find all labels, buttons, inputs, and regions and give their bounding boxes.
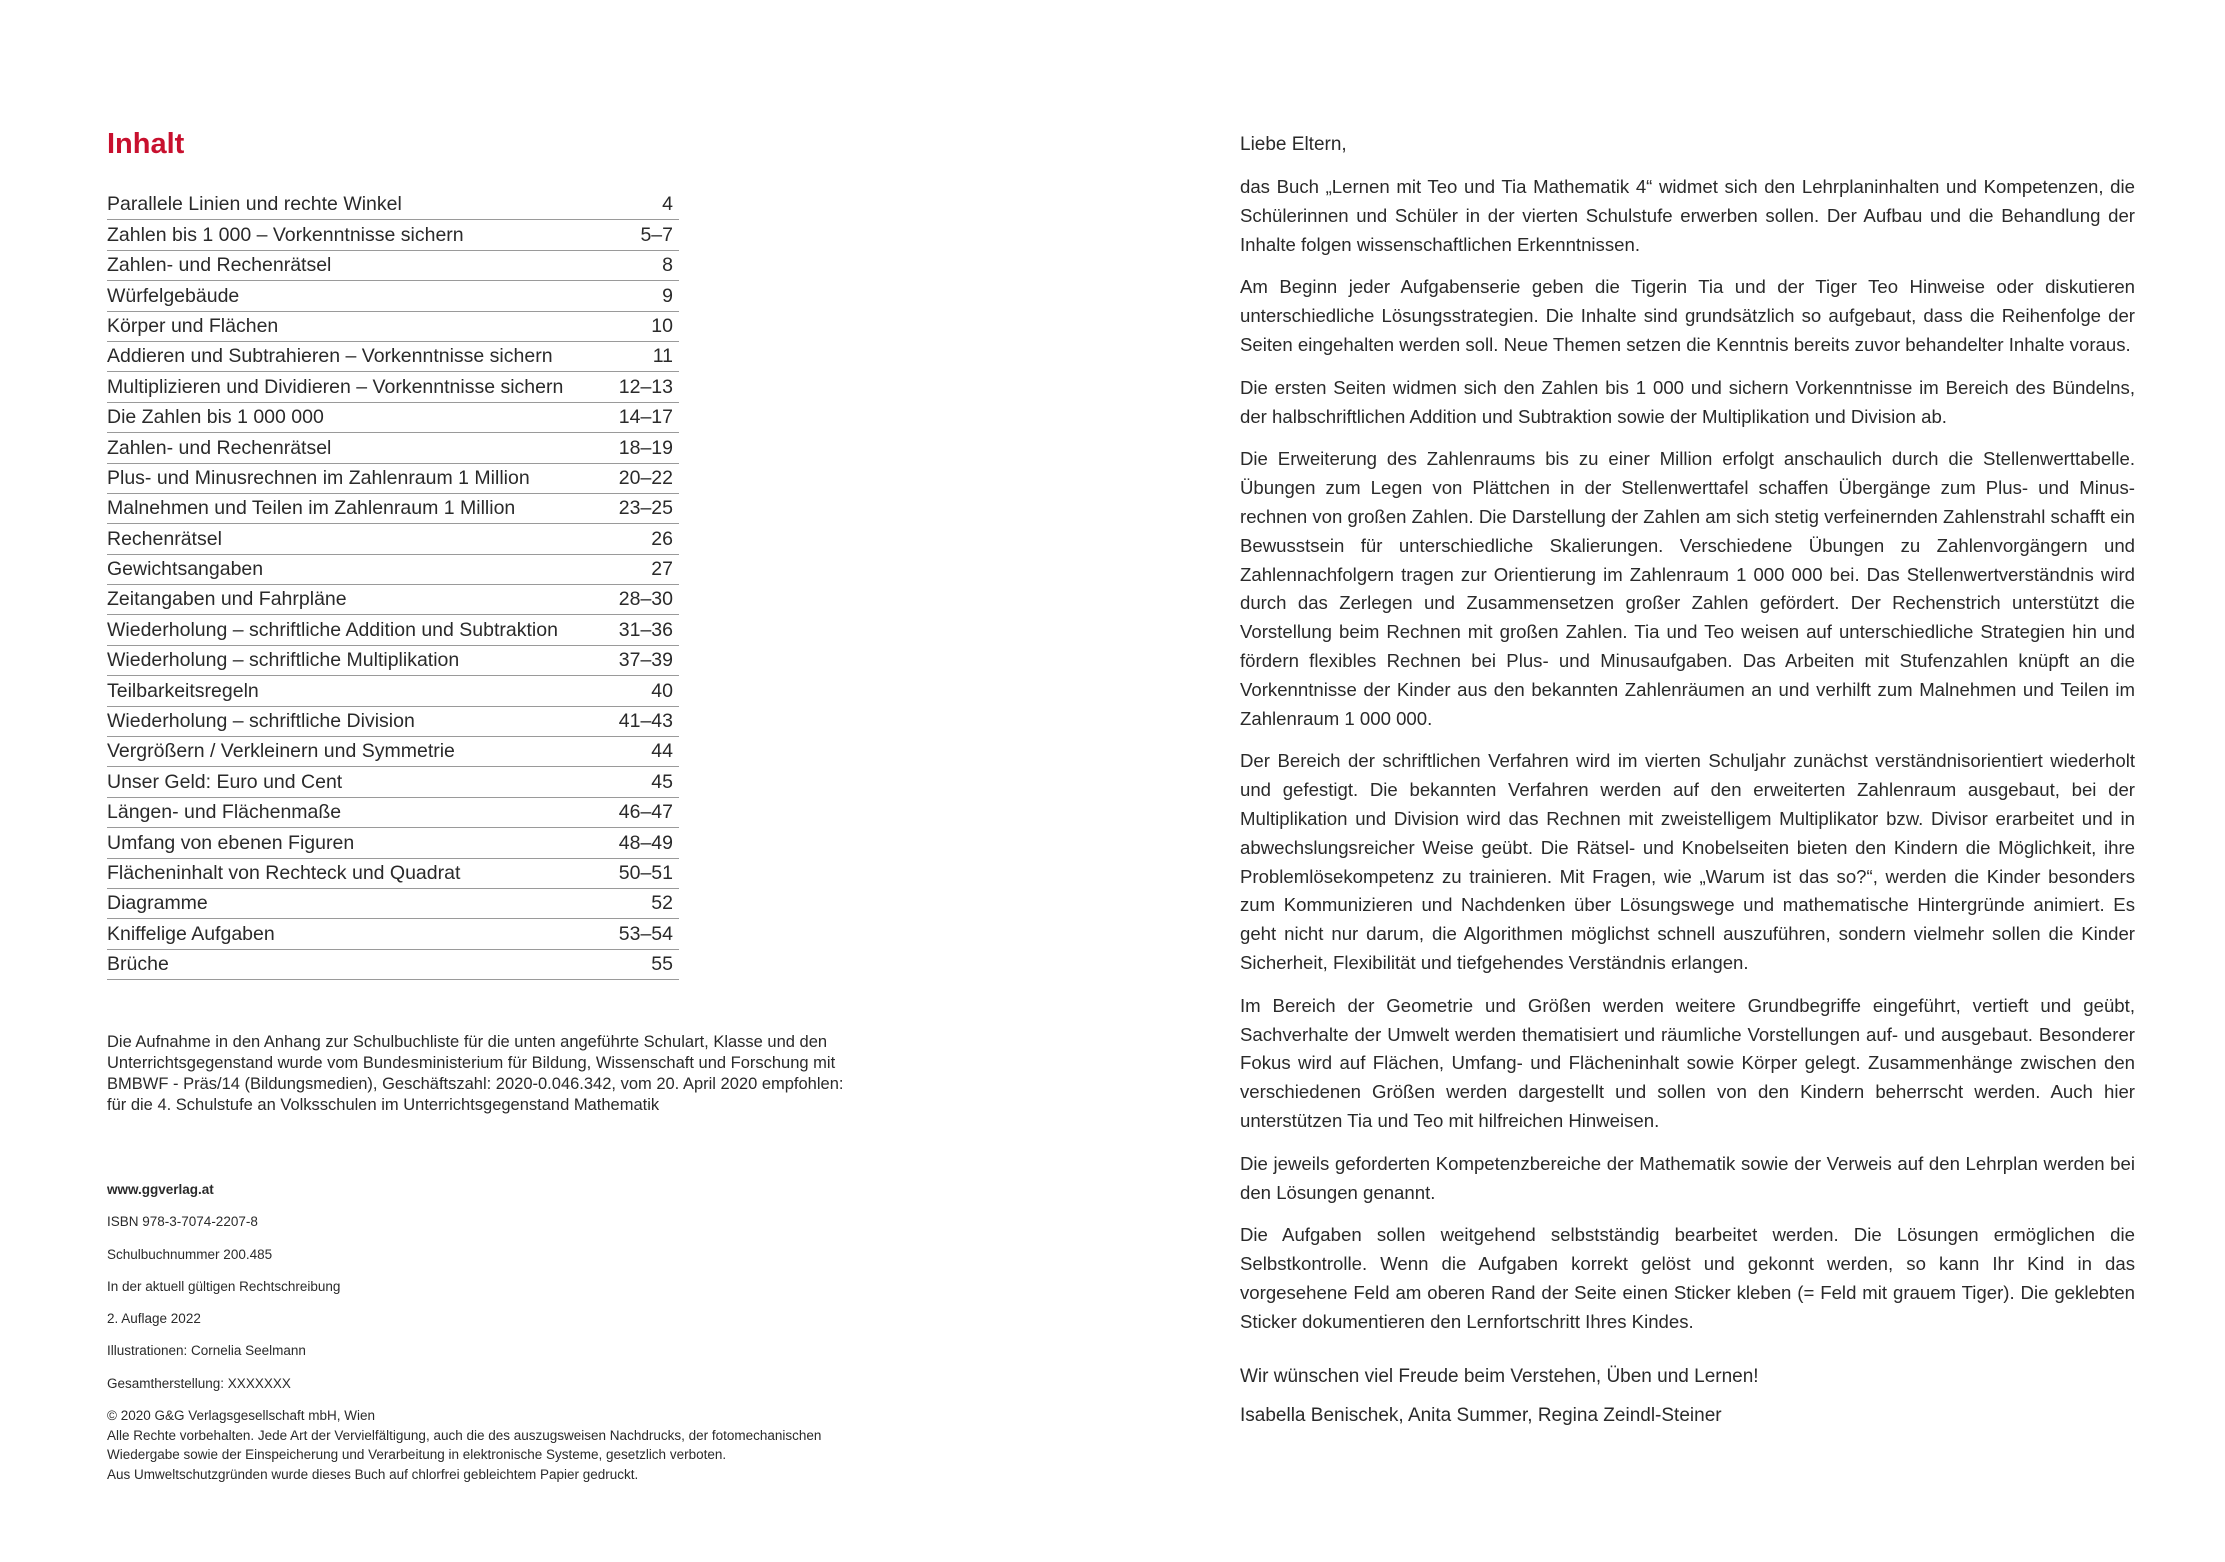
toc-entry-label: Längen- und Flächenmaße	[107, 801, 342, 824]
imprint	[107, 1180, 1087, 1484]
toc-entry-page: 9	[662, 284, 673, 307]
letter-paragraph: Die ersten Seiten widmen sich den Zahlen bis 1 000 und sichern Vorkenntnisse im Bereich des Bündelns, der halbschriftlichen Addition und Subtraktion sowie der Multiplikation und Division ab.	[1240, 376, 2135, 427]
toc-entry-page: 50–51	[618, 861, 673, 884]
toc-entry-label: Umfang von ebenen Figuren	[107, 831, 355, 854]
letter-authors: Isabella Benischek, Anita Summer, Regina Zeindl-Steiner	[1240, 1405, 1722, 1427]
letter-paragraph: Die Erweiterung des Zahlenraums bis zu einer Million erfolgt anschaulich durch die Stellenwerttabelle. Übungen zum Legen von Plättchen in der Stellenwerttafel schaffen Übergänge zum Plus- und Minus-rechnen von großen Zahlen. Die Darstellung der Zahlen am sich stetig verfeinernden Zahlenstrahl schafft ein Bewusstsein für unterschiedliche Skalierungen. Verschiedene Übungen zu Zahlenvorgängern und Zahlennachfolgern tragen zur Orientierung im Zahlenraum 1 000 000 bei. Das Stellenwertverständnis wird durch das Zerlegen und Zusammensetzen großer Zahlen gefördert. Der Rechenstrich unterstützt die Vorstellung beim Rechnen mit großen Zahlen. Tia und Teo weisen auf unterschiedliche Strategien hin und fördern flexibles Rechnen bei Plus- und Minusaufgaben. Das Arbeiten mit Stufenzahlen knüpft an die Vorkenntnisse der Kinder aus den bekannten Zahlenräumen an und verhilft zum Malnehmen und Teilen im Zahlenraum 1 000 000.	[1240, 448, 2135, 729]
toc-entry	[107, 859, 679, 889]
toc-entry-page: 52	[651, 892, 673, 915]
toc-entry-page: 4	[662, 193, 673, 216]
letter-paragraph: Im Bereich der Geometrie und Größen werden weitere Grundbegriffe eingeführt, vertieft und geübt, Sachverhalte der Umwelt werden thematisiert und räumliche Vorstellungen auf- und ausgebaut. Besonderer Fokus wird auf Flächen, Umfang- und Flächeninhalt sowie Körper gelegt. Zusammenhänge zwischen den verschiedenen Größen werden dargestellt und sollen von den Kindern beherrscht werden. Auch hier unterstützen Tia und Teo mit hilfreichen Hinweisen.	[1240, 994, 2135, 1131]
toc-entry-page: 53–54	[618, 922, 673, 945]
toc-entry	[107, 433, 679, 463]
toc-entry-page: 26	[651, 527, 673, 550]
toc-entry-page: 37–39	[618, 649, 673, 672]
toc-entry-page: 31–36	[618, 618, 673, 641]
toc-entry	[107, 707, 679, 737]
toc-entry	[107, 220, 679, 250]
copyright-notice: © 2020 G&G Verlagsgesellschaft mbH, Wien Alle Rechte vorbehalten. Jede Art der Vervielfältigung, auch die des auszugsweisen Nachdrucks, der fotomechanischen Wiedergabe sowie der Einspeicherung und Verarbeitung in elektronische Systeme, gesetzlich verboten. Aus Umweltschutzgründen wurde dieses Buch auf chlorfrei gebleichtem Papier gedruckt.	[107, 1408, 822, 1482]
toc-entry	[107, 889, 679, 919]
toc-entry	[107, 524, 679, 554]
toc-entry	[107, 372, 679, 402]
toc-entry-page: 23–25	[618, 497, 673, 520]
toc-entry	[107, 615, 679, 645]
toc-entry-page: 20–22	[618, 466, 673, 489]
letter-paragraph: Der Bereich der schriftlichen Verfahren wird im vierten Schuljahr zunächst verständnisorientiert wiederholt und gefestigt. Die bekannten Verfahren werden auf den erweiterten Zahlenraum ausgebaut, bei der Multiplikation und Division wird das Rechnen mit zweistelligem Multiplikator bzw. Divisor erarbeitet und in abwechslungsreicher Weise geübt. Die Rätsel- und Knobelseiten bieten den Kindern die Möglichkeit, ihre Problemlösekompetenz zu trainieren. Mit Fragen, wie „Warum ist das so?“, werden die Kinder besonders zum Kommunizieren und Nachdenken über Lösungswege und mathematische Hintergründe animiert. Es geht nicht nur darum, die Algorithmen möglichst schnell auszuführen, sondern vielmehr sollen die Kinder Sicherheit, Flexibilität und tiefgehendes Verständnis erlangen.	[1240, 750, 2135, 973]
toc-entry-label: Multiplizieren und Dividieren – Vorkenntnisse sichern	[107, 375, 564, 398]
toc-entry-label: Wiederholung – schriftliche Multiplikation	[107, 649, 460, 672]
toc-entry	[107, 312, 679, 342]
schoolbook-number: Schulbuchnummer 200.485	[107, 1246, 273, 1262]
toc-entry	[107, 464, 679, 494]
toc-entry-label: Unser Geld: Euro und Cent	[107, 770, 343, 793]
toc-entry-label: Diagramme	[107, 892, 208, 915]
toc-entry-label: Zeitangaben und Fahrpläne	[107, 588, 347, 611]
spelling-note: In der aktuell gültigen Rechtschreibung	[107, 1278, 341, 1294]
toc-entry-label: Brüche	[107, 953, 169, 976]
letter-body	[1240, 173, 2135, 1336]
toc-entry-page: 12–13	[618, 375, 673, 398]
isbn: ISBN 978-3-7074-2207-8	[107, 1214, 258, 1230]
production-credit: Gesamtherstellung: XXXXXXX	[107, 1375, 291, 1391]
toc-entry-label: Flächeninhalt von Rechteck und Quadrat	[107, 861, 461, 884]
toc-entry	[107, 646, 679, 676]
letter-paragraph: Die Aufgaben sollen weitgehend selbstständig bearbeitet werden. Die Lösungen ermöglichen die Selbstkontrolle. Wenn die Aufgaben korrekt gelöst und gekonnt werden, so kann Ihr Kind in das vorgesehene Feld am oberen Rand der Seite einen Sticker kleben (= Feld mit grauem Tiger). Die geklebten Sticker dokumentieren den Lernfortschritt Ihres Kindes.	[1240, 1224, 2135, 1332]
toc-entry-label: Rechenrätsel	[107, 527, 222, 550]
toc-entry-page: 40	[651, 679, 673, 702]
toc-entry-label: Zahlen bis 1 000 – Vorkenntnisse sichern	[107, 223, 464, 246]
publisher-website: www.ggverlag.at	[107, 1182, 214, 1197]
toc-entry-page: 44	[651, 740, 673, 763]
toc-entry	[107, 798, 679, 828]
toc-entry-page: 18–19	[618, 436, 673, 459]
toc-entry	[107, 585, 679, 615]
toc-entry	[107, 676, 679, 706]
toc-entry-page: 10	[651, 314, 673, 337]
toc-entry-page: 8	[662, 254, 673, 277]
toc-entry-page: 5–7	[640, 223, 673, 246]
toc-entry-page: 28–30	[618, 588, 673, 611]
toc-entry-label: Zahlen- und Rechenrätsel	[107, 254, 332, 277]
toc-entry-label: Addieren und Subtrahieren – Vorkenntnisse sichern	[107, 345, 553, 368]
toc-entry-label: Wiederholung – schriftliche Addition und Subtraktion	[107, 618, 558, 641]
toc-entry-label: Plus- und Minusrechnen im Zahlenraum 1 Million	[107, 466, 530, 489]
toc-entry	[107, 555, 679, 585]
toc-entry-label: Teilbarkeitsregeln	[107, 679, 259, 702]
toc-entry	[107, 403, 679, 433]
toc-entry-label: Die Zahlen bis 1 000 000	[107, 406, 324, 429]
letter-greeting: Liebe Eltern,	[1240, 134, 1347, 155]
toc-entry-label: Vergrößern / Verkleinern und Symmetrie	[107, 740, 455, 763]
approval-notice: Die Aufnahme in den Anhang zur Schulbuchliste für die unten angeführte Schulart, Klasse und den Unterrichtsgegenstand wurde vom Bundesministerium für Bildung, Wissenschaft und Forschung mit BMBWF - Präs/14 (Bildungsmedien), Geschäftszahl: 2020-0.046.342, vom 20. April 2020 empfohlen: für die 4. Schulstufe an Volksschulen im Unterrichtsgegenstand Mathematik	[107, 1033, 844, 1114]
toc-entry-page: 14–17	[618, 406, 673, 429]
edition: 2. Auflage 2022	[107, 1311, 201, 1327]
toc-entry-label: Würfelgebäude	[107, 284, 240, 307]
toc-entry-label: Zahlen- und Rechenrätsel	[107, 436, 332, 459]
toc-entry-page: 45	[651, 770, 673, 793]
toc-entry	[107, 950, 679, 980]
toc-entry-page: 27	[651, 558, 673, 581]
toc-entry-page: 11	[652, 345, 673, 368]
letter-paragraph: Am Beginn jeder Aufgabenserie geben die Tigerin Tia und der Tiger Teo Hinweise oder diskutieren unterschiedliche Lösungsstrategien. Die Inhalte sind grundsätzlich so aufgebaut, dass die Reihenfolge der Seiten eingehalten werden soll. Neue Themen setzen die Kenntnis bereits zuvor behandelter Inhalte voraus.	[1240, 276, 2135, 355]
letter-paragraph: Die jeweils geforderten Kompetenzbereiche der Mathematik sowie der Verweis auf den Lehrplan werden bei den Lösungen genannt.	[1240, 1152, 2135, 1203]
toc-title: Inhalt	[107, 128, 185, 160]
right-page	[1240, 130, 2135, 1430]
toc-entry-page: 46–47	[618, 801, 673, 824]
toc-entry	[107, 494, 679, 524]
toc-entry	[107, 281, 679, 311]
toc-entry-label: Parallele Linien und rechte Winkel	[107, 193, 402, 216]
illustrations-credit: Illustrationen: Cornelia Seelmann	[107, 1343, 306, 1359]
letter-closing: Wir wünschen viel Freude beim Verstehen, Üben und Lernen!	[1240, 1366, 1759, 1388]
toc-entry-label: Wiederholung – schriftliche Division	[107, 710, 415, 733]
toc-entry	[107, 737, 679, 767]
toc-entry-page: 55	[651, 953, 673, 976]
toc-entry	[107, 767, 679, 797]
toc-entry	[107, 342, 679, 372]
toc-entry	[107, 251, 679, 281]
toc-entry-label: Kniffelige Aufgaben	[107, 922, 275, 945]
toc-entry-label: Malnehmen und Teilen im Zahlenraum 1 Million	[107, 497, 516, 520]
toc-entry	[107, 190, 679, 220]
toc-entry-label: Gewichtsangaben	[107, 558, 264, 581]
table-of-contents	[107, 190, 679, 980]
toc-entry-label: Körper und Flächen	[107, 314, 279, 337]
toc-entry-page: 41–43	[618, 710, 673, 733]
toc-entry	[107, 919, 679, 949]
toc-entry	[107, 828, 679, 858]
letter-paragraph: das Buch „Lernen mit Teo und Tia Mathematik 4“ widmet sich den Lehrplaninhalten und Kompetenzen, die Schülerinnen und Schüler in der vierten Schulstufe erwerben sollen. Der Aufbau und die Behandlung der Inhalte folgen wissenschaftlichen Erkenntnissen.	[1240, 176, 2135, 255]
toc-entry-page: 48–49	[618, 831, 673, 854]
